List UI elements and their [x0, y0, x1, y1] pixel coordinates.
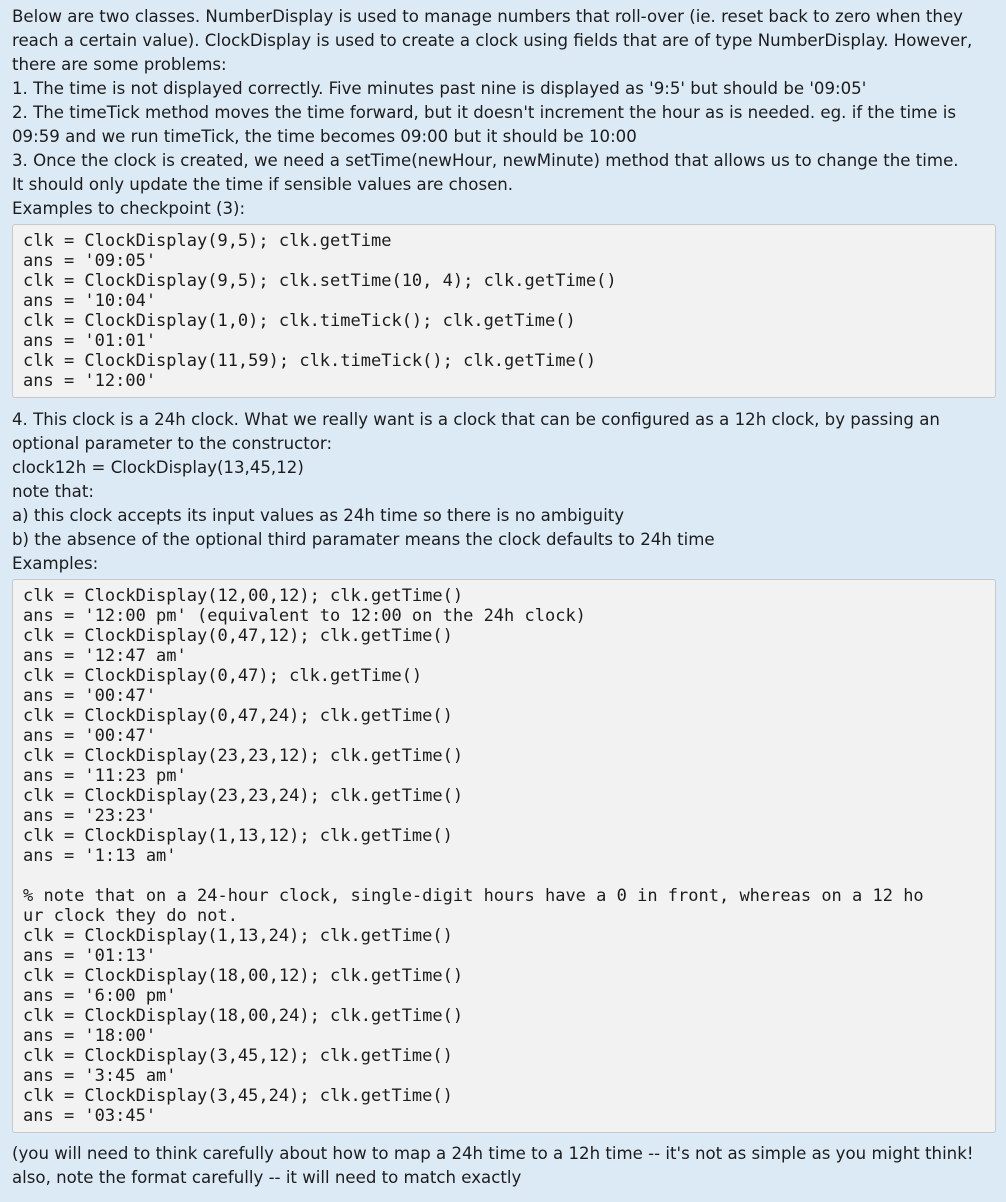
intro-line: there are some problems:: [12, 55, 227, 74]
section-4-text: [12, 408, 996, 576]
code-line: ans = '6:00 pm': [23, 986, 177, 1006]
problem-3-line: It should only update the time if sensible values are chosen.: [12, 175, 514, 194]
footer-line: (you will need to think carefully about how to map a 24h time to a 12h time -- it's not as simple as you might think!: [12, 1144, 974, 1163]
section-4-line: clock12h = ClockDisplay(13,45,12): [12, 458, 304, 477]
code-line: ans = '12:47 am': [23, 646, 187, 666]
code-line: ans = '1:13 am': [23, 846, 177, 866]
code-line: clk = ClockDisplay(1,13,12); clk.getTime(): [23, 826, 453, 846]
code-line: clk = ClockDisplay(18,00,24); clk.getTime(): [23, 1006, 464, 1026]
code-line: clk = ClockDisplay(3,45,24); clk.getTime(): [23, 1086, 453, 1106]
intro-text: [12, 5, 996, 221]
code-line: ans = '18:00': [23, 1026, 157, 1046]
code-line: clk = ClockDisplay(23,23,12); clk.getTime(): [23, 746, 464, 766]
intro-line: Below are two classes. NumberDisplay is used to manage numbers that roll-over (ie. reset back to zero when they: [12, 7, 963, 26]
code-comment-line: % note that on a 24-hour clock, single-digit hours have a 0 in front, whereas on a 12 ho: [23, 886, 924, 906]
code-line: clk = ClockDisplay(9,5); clk.setTime(10, 4); clk.getTime(): [23, 271, 617, 291]
footer-line: also, note the format carefully -- it will need to match exactly: [12, 1168, 522, 1187]
section-4-line: optional parameter to the constructor:: [12, 434, 333, 453]
code-line: clk = ClockDisplay(0,47,12); clk.getTime(): [23, 626, 453, 646]
section-4-line: a) this clock accepts its input values as 24h time so there is no ambiguity: [12, 506, 625, 525]
code-block-checkpoint-3: [12, 224, 996, 398]
code-line: clk = ClockDisplay(1,0); clk.timeTick(); clk.getTime(): [23, 311, 576, 331]
code-blank-line: [23, 866, 985, 886]
examples-heading: Examples:: [12, 554, 99, 573]
problem-1-line: 1. The time is not displayed correctly. Five minutes past nine is displayed as '9:5' but should be '09:05': [12, 79, 867, 98]
footer-text: [12, 1142, 996, 1190]
code-line: clk = ClockDisplay(0,47,24); clk.getTime(): [23, 706, 453, 726]
code-line: clk = ClockDisplay(9,5); clk.getTime: [23, 231, 392, 251]
problem-3-line: 3. Once the clock is created, we need a setTime(newHour, newMinute) method that allows us to change the time.: [12, 151, 959, 170]
checkpoint-heading: Examples to checkpoint (3):: [12, 199, 246, 218]
code-line: ans = '12:00 pm' (equivalent to 12:00 on the 24h clock): [23, 606, 586, 626]
code-line: ans = '23:23': [23, 806, 157, 826]
code-block-12h-examples: [12, 579, 996, 1133]
code-line: ans = '09:05': [23, 251, 157, 271]
section-4-line: note that:: [12, 482, 94, 501]
code-line: clk = ClockDisplay(23,23,24); clk.getTime(): [23, 786, 464, 806]
code-line: clk = ClockDisplay(3,45,12); clk.getTime(): [23, 1046, 453, 1066]
code-line: ans = '11:23 pm': [23, 766, 187, 786]
code-line: ans = '00:47': [23, 686, 157, 706]
code-line: ans = '10:04': [23, 291, 157, 311]
code-line: clk = ClockDisplay(1,13,24); clk.getTime(): [23, 926, 453, 946]
section-4-line: 4. This clock is a 24h clock. What we really want is a clock that can be configured as a 12h clock, by passing an: [12, 410, 940, 429]
code-line: clk = ClockDisplay(12,00,12); clk.getTime(): [23, 586, 464, 606]
code-line: clk = ClockDisplay(11,59); clk.timeTick(); clk.getTime(): [23, 351, 597, 371]
code-comment-line: ur clock they do not.: [23, 906, 238, 926]
code-line: ans = '3:45 am': [23, 1066, 177, 1086]
problem-2-line: 2. The timeTick method moves the time forward, but it doesn't increment the hour as is needed. eg. if the time is: [12, 103, 956, 122]
code-line: ans = '03:45': [23, 1106, 157, 1126]
problem-2-line: 09:59 and we run timeTick, the time becomes 09:00 but it should be 10:00: [12, 127, 637, 146]
code-line: ans = '01:01': [23, 331, 157, 351]
code-line: clk = ClockDisplay(0,47); clk.getTime(): [23, 666, 423, 686]
code-line: ans = '00:47': [23, 726, 157, 746]
code-line: ans = '01:13': [23, 946, 157, 966]
code-line: clk = ClockDisplay(18,00,12); clk.getTime(): [23, 966, 464, 986]
section-4-line: b) the absence of the optional third paramater means the clock defaults to 24h time: [12, 530, 715, 549]
intro-line: reach a certain value). ClockDisplay is used to create a clock using fields that are of type NumberDisplay. However,: [12, 31, 973, 50]
code-line: ans = '12:00': [23, 371, 157, 391]
